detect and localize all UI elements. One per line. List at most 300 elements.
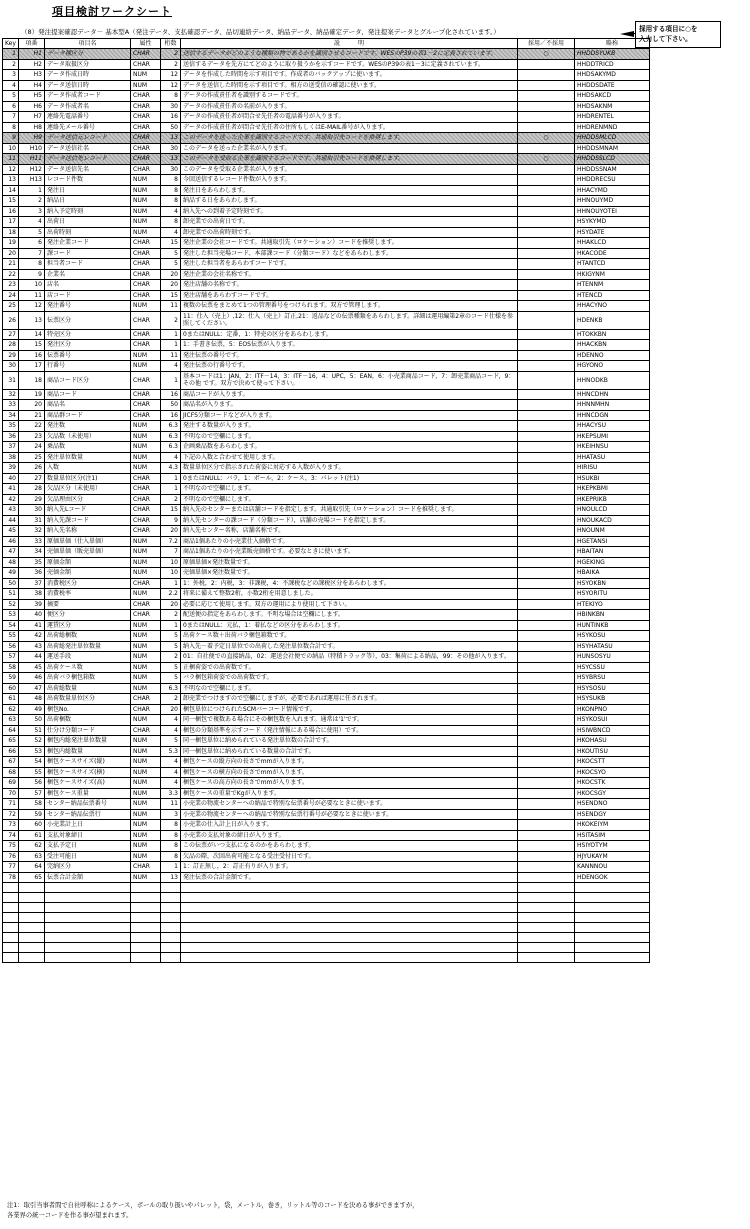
empty-cell: [131, 953, 161, 963]
cell-key: 38: [3, 452, 19, 463]
cell-adopt[interactable]: [518, 767, 575, 778]
cell-description: 発注伝票の合計金額です。: [181, 872, 518, 883]
cell-adopt[interactable]: [518, 227, 575, 238]
cell-item-no: 55: [19, 767, 45, 778]
cell-abbreviation: HTANTCD: [575, 259, 650, 270]
cell-adopt[interactable]: [518, 311, 575, 329]
cell-digits: 16: [161, 410, 181, 421]
cell-adopt[interactable]: [518, 238, 575, 249]
cell-key: 16: [3, 206, 19, 217]
cell-digits: 50: [161, 122, 181, 133]
cell-attribute: NUM: [131, 463, 161, 474]
cell-description: 複数の伝票をまとめて1つの管理番号をつけられます。双方で管理します。: [181, 301, 518, 312]
cell-adopt[interactable]: [518, 122, 575, 133]
cell-adopt[interactable]: [518, 694, 575, 705]
empty-cell: [161, 933, 181, 943]
cell-attribute: NUM: [131, 841, 161, 852]
cell-adopt[interactable]: [518, 59, 575, 70]
cell-abbreviation: HSIWBNCD: [575, 725, 650, 736]
cell-adopt[interactable]: [518, 484, 575, 495]
cell-key: 55: [3, 631, 19, 642]
cell-key: 78: [3, 872, 19, 883]
cell-adopt[interactable]: [518, 683, 575, 694]
cell-key: 17: [3, 217, 19, 228]
cell-digits: 20: [161, 280, 181, 291]
cell-abbreviation: KANNNOU: [575, 862, 650, 873]
table-row: [3, 442, 650, 453]
cell-adopt[interactable]: [518, 164, 575, 175]
cell-key: 45: [3, 526, 19, 537]
cell-description: 納入先センター名称，店舗名称です。: [181, 526, 518, 537]
cell-attribute: CHAR: [131, 101, 161, 112]
cell-item-name: 発注数: [45, 421, 131, 432]
cell-item-name: 出荷バラ梱包箱数: [45, 673, 131, 684]
cell-attribute: CHAR: [131, 143, 161, 154]
cell-adopt[interactable]: ○: [518, 133, 575, 144]
cell-item-name: 欠品数（未使用）: [45, 431, 131, 442]
cell-digits: 30: [161, 143, 181, 154]
cell-adopt[interactable]: [518, 610, 575, 621]
cell-key: 36: [3, 431, 19, 442]
cell-adopt[interactable]: ○: [518, 49, 575, 60]
empty-cell[interactable]: [518, 893, 575, 903]
cell-attribute: CHAR: [131, 389, 161, 400]
cell-adopt[interactable]: [518, 400, 575, 411]
cell-item-no: 29: [19, 494, 45, 505]
cell-item-name: 消費税区分: [45, 578, 131, 589]
cell-description: 送信するデータを先方にてどのように取り扱うかを示すコードです。WESのP39の表1－3に定義されています。: [181, 59, 518, 70]
cell-item-name: 連絡先メール番号: [45, 122, 131, 133]
table-row: [3, 526, 650, 537]
cell-key: 13: [3, 175, 19, 186]
table-row: [3, 329, 650, 340]
cell-item-no: 37: [19, 578, 45, 589]
cell-item-no: 10: [19, 280, 45, 291]
cell-adopt[interactable]: [518, 652, 575, 663]
empty-cell: [45, 913, 131, 923]
cell-adopt[interactable]: [518, 557, 575, 568]
cell-item-no: 39: [19, 599, 45, 610]
empty-cell: [131, 943, 161, 953]
cell-adopt[interactable]: [518, 505, 575, 516]
cell-adopt[interactable]: [518, 841, 575, 852]
table-row: [3, 767, 650, 778]
cell-adopt[interactable]: [518, 431, 575, 442]
table-row: [3, 301, 650, 312]
cell-adopt[interactable]: [518, 91, 575, 102]
cell-abbreviation: HHDDRECSU: [575, 175, 650, 186]
table-row: [3, 217, 650, 228]
empty-cell: [3, 913, 19, 923]
cell-adopt[interactable]: [518, 70, 575, 81]
empty-cell[interactable]: [518, 943, 575, 953]
cell-attribute: NUM: [131, 227, 161, 238]
cell-item-name: 乗品数: [45, 442, 131, 453]
cell-adopt[interactable]: [518, 568, 575, 579]
cell-attribute: CHAR: [131, 49, 161, 60]
cell-item-name: 小売業計上日: [45, 820, 131, 831]
cell-item-name: 入数: [45, 463, 131, 474]
cell-adopt[interactable]: [518, 778, 575, 789]
cell-digits: 2: [161, 494, 181, 505]
table-row: [3, 290, 650, 301]
cell-attribute: NUM: [131, 809, 161, 820]
cell-attribute: CHAR: [131, 484, 161, 495]
cell-adopt[interactable]: [518, 515, 575, 526]
cell-adopt[interactable]: ○: [518, 154, 575, 165]
table-row: [3, 350, 650, 361]
cell-description: 発注企業の会社名称です。: [181, 269, 518, 280]
cell-adopt[interactable]: [518, 410, 575, 421]
cell-item-no: 1: [19, 185, 45, 196]
table-row: [3, 175, 650, 186]
cell-key: 70: [3, 788, 19, 799]
empty-cell[interactable]: [518, 933, 575, 943]
cell-item-name: データ作成日時: [45, 70, 131, 81]
cell-item-name: 出荷日: [45, 217, 131, 228]
header-digits: 桁数: [161, 39, 181, 49]
cell-item-no: 52: [19, 736, 45, 747]
cell-abbreviation: HHDDSDATE: [575, 80, 650, 91]
cell-description: 小売業の物流センターへの納品で特別な伝票行番号が必要なときに使います。: [181, 809, 518, 820]
cell-item-name: 伝票合計金額: [45, 872, 131, 883]
cell-item-no: H10: [19, 143, 45, 154]
cell-attribute: CHAR: [131, 59, 161, 70]
empty-cell: [181, 913, 518, 923]
cell-adopt[interactable]: [518, 526, 575, 537]
cell-key: 43: [3, 505, 19, 516]
cell-digits: 5: [161, 673, 181, 684]
cell-key: 10: [3, 143, 19, 154]
cell-attribute: NUM: [131, 673, 161, 684]
cell-key: 72: [3, 809, 19, 820]
cell-adopt[interactable]: [518, 578, 575, 589]
cell-digits: 5.3: [161, 746, 181, 757]
cell-adopt[interactable]: [518, 259, 575, 270]
cell-description: 不明なので空欄にします。: [181, 431, 518, 442]
cell-adopt[interactable]: [518, 463, 575, 474]
cell-adopt[interactable]: [518, 547, 575, 558]
cell-item-name: データ送信元レコード: [45, 133, 131, 144]
cell-adopt[interactable]: [518, 269, 575, 280]
cell-adopt[interactable]: [518, 641, 575, 652]
cell-item-no: 61: [19, 830, 45, 841]
cell-key: 35: [3, 421, 19, 432]
cell-abbreviation: HKACODE: [575, 248, 650, 259]
cell-description: 梱包の分類基準を示すコード（発注情報にある場合に使用）です。: [181, 725, 518, 736]
cell-digits: 7: [161, 547, 181, 558]
table-row: [3, 872, 650, 883]
cell-item-name: 納入先名称: [45, 526, 131, 537]
cell-item-name: データ種区分: [45, 49, 131, 60]
cell-adopt[interactable]: [518, 799, 575, 810]
cell-adopt[interactable]: [518, 290, 575, 301]
cell-adopt[interactable]: [518, 809, 575, 820]
cell-item-no: 15: [19, 340, 45, 351]
cell-abbreviation: HUNTINKB: [575, 620, 650, 631]
cell-attribute: NUM: [131, 568, 161, 579]
cell-item-name: 原価単価（仕入単価）: [45, 536, 131, 547]
cell-adopt[interactable]: [518, 589, 575, 600]
cell-description: 梱包ケースの重量でKgが入ります。: [181, 788, 518, 799]
cell-attribute: NUM: [131, 217, 161, 228]
cell-abbreviation: HHDDSMNAM: [575, 143, 650, 154]
cell-attribute: NUM: [131, 557, 161, 568]
cell-adopt[interactable]: [518, 248, 575, 259]
cell-adopt[interactable]: [518, 80, 575, 91]
cell-adopt[interactable]: [518, 851, 575, 862]
cell-adopt[interactable]: [518, 175, 575, 186]
cell-item-name: 伝票区分: [45, 311, 131, 329]
cell-adopt[interactable]: [518, 280, 575, 291]
cell-adopt[interactable]: [518, 196, 575, 207]
cell-adopt[interactable]: [518, 452, 575, 463]
cell-item-name: 売価単価（販売単価）: [45, 547, 131, 558]
empty-cell: [131, 933, 161, 943]
cell-key: 15: [3, 196, 19, 207]
cell-adopt[interactable]: [518, 715, 575, 726]
table-row: [3, 568, 650, 579]
cell-key: 8: [3, 122, 19, 133]
cell-key: 14: [3, 185, 19, 196]
cell-key: 9: [3, 133, 19, 144]
empty-cell[interactable]: [518, 883, 575, 893]
cell-abbreviation: HGEKING: [575, 557, 650, 568]
cell-item-no: H1: [19, 49, 45, 60]
cell-adopt[interactable]: [518, 442, 575, 453]
cell-adopt[interactable]: [518, 206, 575, 217]
cell-attribute: NUM: [131, 350, 161, 361]
cell-attribute: CHAR: [131, 311, 161, 329]
cell-adopt[interactable]: [518, 725, 575, 736]
cell-description: 下記の入数と合わせて使用します。: [181, 452, 518, 463]
cell-description: 出荷ケース数＋出荷バラ梱包箱数です。: [181, 631, 518, 642]
cell-key: 47: [3, 547, 19, 558]
cell-item-name: 梱包ケース重量: [45, 788, 131, 799]
cell-abbreviation: HHNOUYOTEI: [575, 206, 650, 217]
cell-item-no: 30: [19, 505, 45, 516]
cell-description: 同一梱包単位に納められている発注単位数の合計です。: [181, 736, 518, 747]
cell-adopt[interactable]: [518, 340, 575, 351]
cell-key: 26: [3, 311, 19, 329]
header-description: 説 明: [181, 39, 518, 49]
cell-abbreviation: HKOUTISU: [575, 746, 650, 757]
cell-attribute: CHAR: [131, 694, 161, 705]
cell-item-no: 49: [19, 704, 45, 715]
cell-item-no: 5: [19, 227, 45, 238]
empty-cell[interactable]: [518, 953, 575, 963]
cell-adopt[interactable]: [518, 662, 575, 673]
table-row: [3, 122, 650, 133]
cell-item-name: データ送信先レコード: [45, 154, 131, 165]
table-row: [3, 154, 650, 165]
cell-abbreviation: HHDSAKCD: [575, 91, 650, 102]
cell-description: 0またはNULL：バラ，1：ボール，2：ケース，3：パレット(注1): [181, 473, 518, 484]
cell-adopt[interactable]: [518, 820, 575, 831]
cell-adopt[interactable]: [518, 112, 575, 123]
empty-cell[interactable]: [518, 903, 575, 913]
cell-key: 21: [3, 259, 19, 270]
cell-item-no: 65: [19, 872, 45, 883]
cell-item-no: H7: [19, 112, 45, 123]
empty-cell[interactable]: [518, 923, 575, 933]
empty-cell: [161, 923, 181, 933]
cell-adopt[interactable]: [518, 185, 575, 196]
table-row: [3, 746, 650, 757]
cell-adopt[interactable]: [518, 673, 575, 684]
table-row: [3, 101, 650, 112]
cell-attribute: NUM: [131, 196, 161, 207]
cell-item-no: H6: [19, 101, 45, 112]
cell-description: 送信するデータがどのような種類の物であるかを識別させるコードです。WESのP39の表1－2に定義されています。: [181, 49, 518, 60]
cell-adopt[interactable]: [518, 143, 575, 154]
cell-item-no: 12: [19, 301, 45, 312]
table-row: [3, 652, 650, 663]
cell-item-name: データ取扱区分: [45, 59, 131, 70]
cell-item-no: H13: [19, 175, 45, 186]
empty-cell: [575, 933, 650, 943]
cell-key: 3: [3, 70, 19, 81]
cell-digits: 10: [161, 568, 181, 579]
empty-cell: [131, 913, 161, 923]
cell-attribute: CHAR: [131, 578, 161, 589]
callout-line-2: 入力して下さい。: [639, 35, 692, 43]
cell-adopt[interactable]: [518, 101, 575, 112]
empty-row: [3, 923, 650, 933]
cell-description: 梱包ケースの横方向の長さでmmが入ります。: [181, 767, 518, 778]
empty-cell: [161, 913, 181, 923]
cell-abbreviation: HSYORITU: [575, 589, 650, 600]
cell-attribute: NUM: [131, 631, 161, 642]
cell-attribute: NUM: [131, 746, 161, 757]
cell-description: 商品1個あたりの小売業仕入価格です。: [181, 536, 518, 547]
cell-item-no: 22: [19, 421, 45, 432]
cell-abbreviation: HSUKBI: [575, 473, 650, 484]
cell-item-no: 24: [19, 442, 45, 453]
cell-adopt[interactable]: [518, 371, 575, 389]
cell-abbreviation: HKEPKBMI: [575, 484, 650, 495]
cell-key: 50: [3, 578, 19, 589]
cell-adopt[interactable]: [518, 329, 575, 340]
cell-adopt[interactable]: [518, 757, 575, 768]
table-row: [3, 311, 650, 329]
cell-adopt[interactable]: [518, 361, 575, 372]
cell-item-name: 店名: [45, 280, 131, 291]
table-row: [3, 371, 650, 389]
cell-item-name: データ作成者名: [45, 101, 131, 112]
cell-adopt[interactable]: [518, 301, 575, 312]
cell-digits: 13: [161, 133, 181, 144]
table-row: [3, 49, 650, 60]
cell-item-no: 44: [19, 652, 45, 663]
cell-adopt[interactable]: [518, 862, 575, 873]
cell-digits: 1: [161, 340, 181, 351]
empty-row: [3, 893, 650, 903]
cell-description: 今回送信するレコード件数が入ります。: [181, 175, 518, 186]
cell-attribute: CHAR: [131, 122, 161, 133]
cell-description: 同一梱包で複数ある場合にその梱包数を入れます。通常は'1'です。: [181, 715, 518, 726]
cell-key: 44: [3, 515, 19, 526]
cell-adopt[interactable]: [518, 350, 575, 361]
cell-adopt[interactable]: [518, 421, 575, 432]
empty-cell: [161, 883, 181, 893]
cell-key: 32: [3, 389, 19, 400]
cell-adopt[interactable]: [518, 599, 575, 610]
cell-adopt[interactable]: [518, 704, 575, 715]
empty-cell: [575, 953, 650, 963]
cell-abbreviation: HSYDATE: [575, 227, 650, 238]
cell-adopt[interactable]: [518, 389, 575, 400]
cell-attribute: CHAR: [131, 494, 161, 505]
empty-cell: [131, 893, 161, 903]
cell-attribute: NUM: [131, 799, 161, 810]
cell-abbreviation: HGETANSI: [575, 536, 650, 547]
cell-item-name: データ送信日時: [45, 80, 131, 91]
cell-key: 24: [3, 290, 19, 301]
cell-digits: 30: [161, 164, 181, 175]
cell-item-name: 梱包ケースサイズ(横): [45, 767, 131, 778]
cell-item-no: H9: [19, 133, 45, 144]
cell-adopt[interactable]: [518, 830, 575, 841]
cell-item-no: 64: [19, 862, 45, 873]
empty-cell: [161, 893, 181, 903]
empty-cell[interactable]: [518, 913, 575, 923]
cell-adopt[interactable]: [518, 746, 575, 757]
cell-description: 発注店舗の名称です。: [181, 280, 518, 291]
table-row: [3, 599, 650, 610]
cell-digits: 4: [161, 206, 181, 217]
cell-item-no: 48: [19, 694, 45, 705]
table-body: [3, 49, 650, 963]
empty-cell: [3, 933, 19, 943]
cell-key: 63: [3, 715, 19, 726]
cell-abbreviation: HSYSOSU: [575, 683, 650, 694]
cell-adopt[interactable]: [518, 788, 575, 799]
cell-item-name: 支払予定日: [45, 841, 131, 852]
cell-item-no: 57: [19, 788, 45, 799]
cell-adopt[interactable]: [518, 872, 575, 883]
cell-adopt[interactable]: [518, 631, 575, 642]
cell-digits: 4: [161, 725, 181, 736]
cell-digits: 10: [161, 557, 181, 568]
cell-adopt[interactable]: [518, 736, 575, 747]
cell-item-name: データ送信先名: [45, 164, 131, 175]
cell-abbreviation: HHACYNO: [575, 301, 650, 312]
table-row: [3, 484, 650, 495]
cell-abbreviation: HKEPRIKB: [575, 494, 650, 505]
empty-cell: [19, 893, 45, 903]
cell-adopt[interactable]: [518, 217, 575, 228]
cell-adopt[interactable]: [518, 473, 575, 484]
cell-abbreviation: HSYOKBN: [575, 578, 650, 589]
cell-adopt[interactable]: [518, 494, 575, 505]
cell-attribute: NUM: [131, 421, 161, 432]
empty-cell: [181, 923, 518, 933]
table-row: [3, 452, 650, 463]
cell-abbreviation: HKEPSUMI: [575, 431, 650, 442]
cell-attribute: CHAR: [131, 862, 161, 873]
cell-description: このデータを受取る企業名が入ります。: [181, 164, 518, 175]
cell-adopt[interactable]: [518, 620, 575, 631]
item-worksheet-table: [2, 38, 650, 963]
cell-attribute: NUM: [131, 652, 161, 663]
cell-item-name: データ送信社名: [45, 143, 131, 154]
cell-key: 11: [3, 154, 19, 165]
cell-description: データの作成責任者が問合せ先任者の住所もしくはE-MAIL番号が入ります。: [181, 122, 518, 133]
cell-adopt[interactable]: [518, 536, 575, 547]
empty-cell: [45, 903, 131, 913]
cell-attribute: CHAR: [131, 704, 161, 715]
